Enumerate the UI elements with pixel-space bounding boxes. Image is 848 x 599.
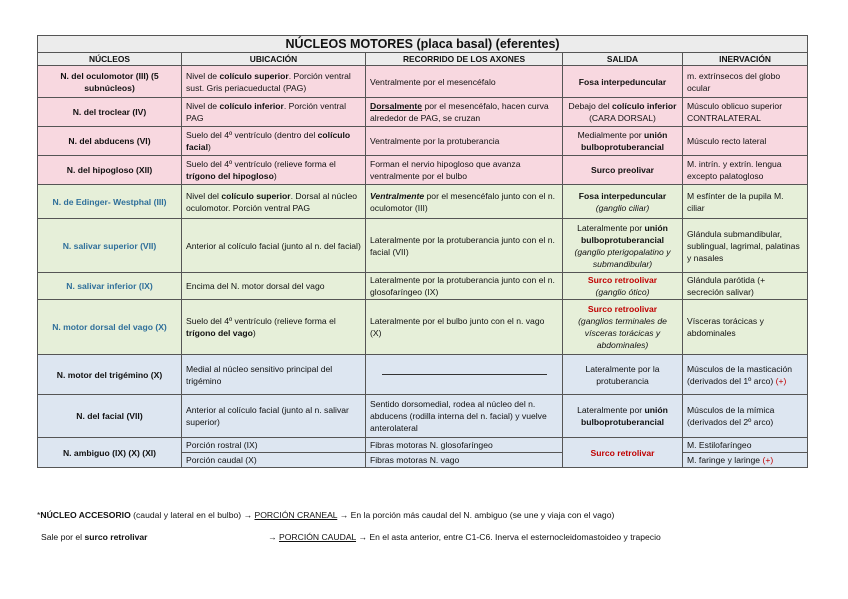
inervacion-text: Vísceras torácicas y abdominales [687,316,764,338]
cell-text-segment: por el mesencéfalo, hacen curva alrededor de PAG, se cruzan [370,101,549,123]
nucleo-name: N. motor dorsal del vago (X) [38,300,182,355]
cell-text-segment: ) [207,142,211,152]
header-ubicacion: UBICACIÓN [182,53,366,66]
salida-cell [563,395,683,438]
table-row-ambiguo [38,438,808,453]
cell-text-segment: Fosa interpeduncular [578,190,667,201]
note-accesorio-craneal [37,510,614,520]
ubicacion-cell [182,185,366,219]
note1-prefix: * [37,510,41,520]
salida-cell [563,300,683,355]
inervacion-cell [683,66,808,98]
salida-cell: Surco retrolivar [563,438,683,468]
table-row [38,273,808,300]
recorrido-cell [366,98,563,127]
ubicacion-cell [182,156,366,185]
note1-text: (caudal y lateral en el bulbo) → [130,510,255,520]
cell-text-segment: Lateralmente por la protuberancia junto con el n. glosofaríngeo (IX) [370,275,555,297]
ubicacion-cell: Porción caudal (X) [182,453,366,468]
inervacion-text: M. intrín. y extrín. lengua excepto palatogloso [687,159,782,181]
inervacion-cell [683,219,808,273]
note1-underlined: PORCIÓN CRANEAL [254,510,338,520]
nucleo-name: N. salivar superior (VII) [38,219,182,273]
cell-text-segment: (ganglio ciliar) [595,202,650,213]
salida-cell [563,219,683,273]
inervacion-cell [683,453,808,468]
inervacion-cell [683,185,808,219]
cell-text-segment: colículo inferior [612,101,677,111]
cell-text-segment: Ventralmente por la protuberancia [370,136,500,146]
inervacion-text: m. extrínsecos del globo ocular [687,70,781,93]
salida-cell [563,127,683,156]
ubicacion-cell [182,300,366,355]
nucleo-name: N. del abducens (VI) [38,127,182,156]
ubicacion-cell [182,98,366,127]
note2-bold: surco retrolivar [84,532,148,542]
recorrido-cell: Fibras motoras N. glosofaríngeo [366,438,563,453]
cell-text-segment: Suelo del 4º ventrículo (dentro del [186,130,318,140]
cell-text-segment: (ganglio ótico) [595,287,650,297]
inervacion-text: Glándula submandibular, sublingual, lagrimal, palatinas y nasales [687,228,800,263]
cell-text-segment: ) [252,328,256,338]
cell-text-segment: Medialmente por [577,130,644,140]
cell-text-segment: Nivel de [186,101,220,111]
inervacion-cell [683,127,808,156]
cell-text-segment: Ventralmente por el mesencéfalo [370,76,496,87]
cell-text-segment: . Porción ventral sust. Gris periacueductal (PAG) [186,70,351,93]
nucleo-name: N. motor del trigémino (X) [38,355,182,395]
cell-text-segment: (ganglios terminales de vísceras torácicas y abdominales) [578,316,667,350]
nucleo-name: N. del facial (VII) [38,395,182,438]
cell-text-segment: Nivel de [186,70,220,81]
cell-text-segment: Lateralmente por [577,222,645,233]
inervacion-cell [683,438,808,453]
recorrido-cell [366,66,563,98]
ubicacion-cell [182,273,366,300]
cell-text-segment: colículo inferior [219,101,284,111]
cell-text-segment: Fosa interpeduncular [578,76,667,87]
header-recorrido: RECORRIDO DE LOS AXONES [366,53,563,66]
table-row [38,127,808,156]
note2-underlined: PORCIÓN CAUDAL [278,532,357,542]
note-accesorio-caudal [41,532,148,542]
header-salida: SALIDA [563,53,683,66]
salida-cell [563,355,683,395]
cell-text-segment: ) [273,171,277,181]
recorrido-cell: Fibras motoras N. vago [366,453,563,468]
ubicacion-cell [182,395,366,438]
salida-cell [563,156,683,185]
ubicacion-cell [182,219,366,273]
table-row [38,66,808,98]
inervacion-text: Músculo oblicuo superior CONTRALATERAL [687,101,783,123]
cell-text-segment: . Dorsal al núcleo oculomotor. Porción ventral PAG [186,190,358,213]
table-row [38,98,808,127]
cell-text-segment: (ganglio pterigopalatino y submandibular) [574,246,671,269]
note1-bold: NÚCLEO ACCESORIO [40,510,131,520]
cell-text-segment: Debajo del [568,101,612,111]
recorrido-cell [366,219,563,273]
cell-text-segment: Medial al núcleo sensitivo principal del trigémino [186,363,333,386]
cell-text-segment: Dorsalmente [370,101,423,111]
salida-cell [563,66,683,98]
cell-text-segment: unión bulboprotuberancial [580,130,668,152]
salida-cell [563,273,683,300]
nucleo-name: N. del troclear (IV) [38,98,182,127]
recorrido-cell [366,355,563,395]
recorrido-cell [366,395,563,438]
cell-text-segment: Lateralmente por la protuberancia [585,363,660,386]
ubicacion-cell [182,66,366,98]
cell-text-segment: Suelo del 4º ventrículo (relieve forma el [186,316,336,326]
cell-text-segment: Sentido dorsomedial, rodea al núcleo del n. abducens (rodilla interna del n. facial) y vuelve anterolateral [370,399,547,433]
table-row [38,395,808,438]
cell-text-segment: trígono del vago [186,328,253,338]
cell-text-segment: unión bulboprotuberancial [580,405,668,427]
table-row [38,355,808,395]
note2-lead: Sale por el [41,532,85,542]
salida-cell [563,98,683,127]
cell-text-segment: Nivel del [186,190,222,201]
recorrido-cell [366,156,563,185]
table-row [38,156,808,185]
cell-text-segment: Encima del N. motor dorsal del vago [186,281,325,291]
nucleo-name: N. del oculomotor (III) (5 subnúcleos) [38,66,182,98]
inervacion-text: M. faringe y laringe [687,455,761,465]
cell-text-segment: unión bulboprotuberancial [580,222,668,245]
cell-text-segment: Ventralmente [370,190,425,201]
inervacion-cell [683,395,808,438]
note-accesorio-caudal-detail [268,532,661,542]
recorrido-cell [366,185,563,219]
cell-text-segment: trígono del hipogloso [186,171,274,181]
table-row [38,300,808,355]
inervacion-cell [683,300,808,355]
cell-text-segment: colículo superior [219,70,289,81]
cell-text-segment: Lateralmente por el bulbo junto con el n. vago (X) [370,316,545,338]
plus-mark: (+) [775,375,787,386]
nucleo-name: N. ambiguo (IX) (X) (XI) [38,438,182,468]
cell-text-segment: colículo superior [221,190,291,201]
cell-text-segment: Lateralmente por la protuberancia junto con el n. facial (VII) [370,234,555,257]
nucleo-name: N. salivar inferior (IX) [38,273,182,300]
cell-text-segment: Surco retroolivar [587,304,658,314]
cell-text-segment: Anterior al colículo facial (junto al n. salivar superior) [186,405,349,427]
cell-text-segment: Lateralmente por [577,405,645,415]
header-inervacion: INERVACIÓN [683,53,808,66]
inervacion-text: M esfínter de la pupila M. ciliar [687,190,784,213]
cell-text-segment: Surco retroolivar [587,275,658,285]
inervacion-text: Músculos de la mímica (derivados del 2º arco) [687,405,775,427]
cell-text-segment: colículo facial [186,130,351,152]
note2-arrow: → [268,532,279,542]
table-title: NÚCLEOS MOTORES (placa basal) (eferentes) [38,36,808,53]
inervacion-cell [683,273,808,300]
inervacion-text: Músculos de la masticación (derivados del 1º arco) [687,363,793,386]
inervacion-text: M. Estilofaríngeo [687,440,752,450]
recorrido-cell [366,127,563,156]
note1-rest: → En la porción más caudal del N. ambiguo (se une y viaja con el vago) [337,510,615,520]
cell-text-segment: Anterior al colículo facial (junto al n. del facial) [186,240,361,251]
inervacion-cell [683,355,808,395]
recorrido-cell [366,273,563,300]
cell-text-segment: Surco preolivar [590,165,655,175]
ubicacion-cell [182,355,366,395]
nucleo-name: N. de Edinger- Westphal (III) [38,185,182,219]
ubicacion-cell [182,127,366,156]
ubicacion-cell: Porción rostral (IX) [182,438,366,453]
plus-mark: (+) [762,455,774,465]
header-nucleos: NÚCLEOS [38,53,182,66]
inervacion-cell [683,156,808,185]
table-row [38,185,808,219]
cell-text-segment: Suelo del 4º ventrículo (relieve forma el [186,159,336,169]
cell-text-segment: . Porción ventral PAG [186,101,347,123]
note2-rest: → En el asta anterior, entre C1-C6. Inerva el esternocleidomastoideo y trapecio [356,532,661,542]
cell-text-segment: (CARA DORSAL) [589,113,656,123]
inervacion-text: Músculo recto lateral [687,136,767,146]
cell-text-segment: por el mesencéfalo junto con el n. oculomotor (III) [370,190,556,213]
recorrido-cell [366,300,563,355]
inervacion-cell [683,98,808,127]
table-row [38,219,808,273]
cell-text-segment: Forman el nervio hipogloso que avanza ventralmente por el bulbo [370,159,521,181]
nucleos-motores-table [37,35,808,468]
blank-line [382,374,547,375]
inervacion-text: Glándula parótida (+ secreción salivar) [687,275,766,297]
salida-cell [563,185,683,219]
nucleo-name: N. del hipogloso (XII) [38,156,182,185]
